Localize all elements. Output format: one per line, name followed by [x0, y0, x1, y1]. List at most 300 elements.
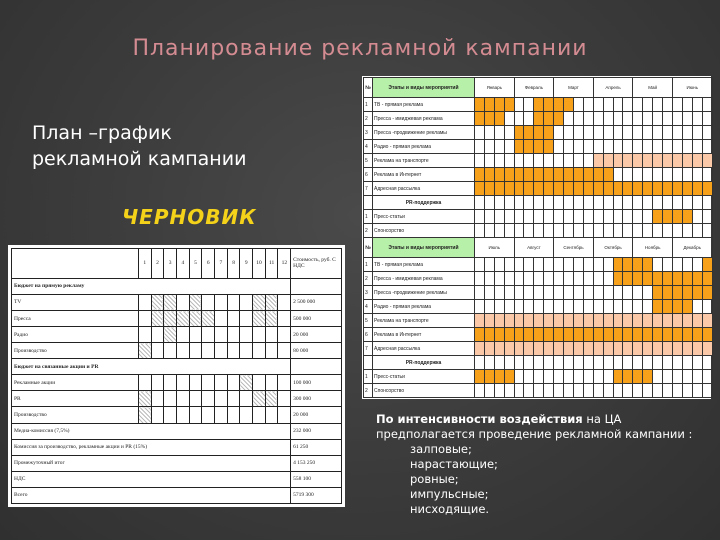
schedule-cell [573, 140, 583, 154]
budget-month-header: 12 [278, 249, 291, 279]
schedule-row-num [364, 196, 373, 210]
schedule-cell [692, 210, 702, 224]
schedule-cell [494, 210, 504, 224]
schedule-cell [603, 286, 613, 300]
schedule-row [364, 300, 713, 314]
schedule-cell [484, 342, 494, 356]
schedule-cell [475, 140, 485, 154]
budget-month-header: 7 [215, 249, 228, 279]
schedule-row-label: Спонсорство [373, 384, 475, 398]
budget-month-header: 9 [240, 249, 253, 279]
schedule-cell [475, 154, 485, 168]
schedule-row-label: Адресная рассылка [373, 342, 475, 356]
schedule-cell [702, 300, 712, 314]
schedule-cell [692, 140, 702, 154]
schedule-row-num: 1 [364, 98, 373, 112]
schedule-cell [514, 272, 524, 286]
schedule-cell [603, 182, 613, 196]
budget-month-cell [151, 391, 164, 407]
schedule-cell [633, 126, 643, 140]
schedule-cell [603, 224, 613, 238]
schedule-cell [573, 258, 583, 272]
budget-month-cell [215, 407, 228, 423]
schedule-cell [494, 258, 504, 272]
schedule-cell [692, 112, 702, 126]
schedule-cell [573, 210, 583, 224]
schedule-cell [475, 182, 485, 196]
schedule-cell [643, 286, 653, 300]
budget-month-cell [278, 343, 291, 359]
schedule-cell [564, 168, 574, 182]
schedule-cell [583, 140, 593, 154]
schedule-cell [484, 98, 494, 112]
schedule-cell [663, 112, 673, 126]
schedule-cell [593, 258, 603, 272]
schedule-cell [653, 384, 663, 398]
schedule-cell [633, 224, 643, 238]
schedule-cell [593, 384, 603, 398]
schedule-row-num: 1 [364, 370, 373, 384]
schedule-cell [653, 168, 663, 182]
schedule-cell [643, 224, 653, 238]
schedule-cell [544, 182, 554, 196]
schedule-cell [583, 300, 593, 314]
budget-month-cell [215, 375, 228, 391]
schedule-cell [702, 356, 712, 370]
budget-month-cell [278, 327, 291, 343]
budget-row [12, 375, 342, 391]
schedule-cell [663, 154, 673, 168]
schedule-cell [613, 168, 623, 182]
budget-month-cell [265, 407, 278, 423]
budget-month-cell [176, 375, 189, 391]
schedule-cell [494, 370, 504, 384]
budget-month-cell [164, 343, 177, 359]
schedule-cell [653, 370, 663, 384]
schedule-cell [573, 342, 583, 356]
schedule-cell [593, 356, 603, 370]
schedule-cell [554, 384, 564, 398]
schedule-row-num: 1 [364, 258, 373, 272]
schedule-cell [514, 210, 524, 224]
schedule-cell [475, 112, 485, 126]
schedule-cell [524, 314, 534, 328]
schedule-cell [633, 258, 643, 272]
note-text: на ЦА предполагается проведение рекламной кампании : [376, 412, 693, 441]
schedule-row [364, 168, 713, 182]
schedule-month-header: Октябрь [593, 238, 633, 258]
schedule-cell [583, 210, 593, 224]
schedule-row-label: Реклама в Интернет [373, 328, 475, 342]
schedule-cell [484, 328, 494, 342]
schedule-cell [583, 182, 593, 196]
schedule-cell [564, 300, 574, 314]
schedule-cell [702, 98, 712, 112]
budget-month-cell [240, 294, 253, 310]
schedule-cell [603, 342, 613, 356]
schedule-cell [544, 140, 554, 154]
schedule-table [362, 76, 711, 399]
schedule-cell [524, 98, 534, 112]
schedule-month-header: Декабрь [672, 238, 712, 258]
budget-month-cell [151, 311, 164, 327]
schedule-cell [484, 370, 494, 384]
schedule-cell [633, 314, 643, 328]
schedule-cell [534, 314, 544, 328]
schedule-cell [603, 384, 613, 398]
schedule-cell [702, 384, 712, 398]
schedule-cell [613, 286, 623, 300]
schedule-cell [663, 272, 673, 286]
schedule-cell [534, 342, 544, 356]
budget-item-label: Рекламные акции [12, 375, 139, 391]
budget-month-cell [164, 375, 177, 391]
budget-month-cell [176, 311, 189, 327]
schedule-cell [663, 370, 673, 384]
budget-cost-cell: 2 500 000 [291, 294, 342, 310]
note-item: импульсные; [410, 487, 489, 501]
budget-cost-cell: 80 000 [291, 343, 342, 359]
note-item: залповые; [410, 442, 472, 456]
schedule-month-header: Май [633, 78, 673, 98]
schedule-cell [672, 342, 682, 356]
schedule-cell [583, 168, 593, 182]
schedule-cell [583, 356, 593, 370]
schedule-cell [653, 356, 663, 370]
budget-item-label: ТV [12, 294, 139, 310]
schedule-cell [702, 370, 712, 384]
schedule-cell [623, 182, 633, 196]
schedule-cell [653, 224, 663, 238]
schedule-cell [583, 328, 593, 342]
schedule-cell [593, 210, 603, 224]
schedule-cell [544, 168, 554, 182]
schedule-cell [702, 342, 712, 356]
schedule-cell [494, 300, 504, 314]
budget-row [12, 359, 342, 375]
schedule-cell [544, 196, 554, 210]
schedule-cell [564, 126, 574, 140]
schedule-cell [573, 384, 583, 398]
schedule-cell [613, 342, 623, 356]
budget-cost-cell: 100 000 [291, 375, 342, 391]
schedule-cell [573, 300, 583, 314]
budget-month-cell [240, 311, 253, 327]
schedule-cell [534, 328, 544, 342]
schedule-cell [672, 224, 682, 238]
schedule-cell [534, 370, 544, 384]
schedule-cell [504, 272, 514, 286]
schedule-cell [633, 154, 643, 168]
schedule-row [364, 112, 713, 126]
budget-month-cell [253, 375, 266, 391]
budget-month-cell [202, 311, 215, 327]
schedule-row-num: 4 [364, 300, 373, 314]
schedule-header-row [364, 78, 713, 98]
schedule-cell [663, 328, 673, 342]
schedule-cell [663, 342, 673, 356]
schedule-cell [613, 210, 623, 224]
schedule-cell [534, 98, 544, 112]
schedule-cell [603, 356, 613, 370]
schedule-cell [633, 384, 643, 398]
schedule-cell [702, 182, 712, 196]
schedule-cell [534, 210, 544, 224]
schedule-cell [643, 98, 653, 112]
budget-cost-cell: 300 000 [291, 391, 342, 407]
schedule-cell [564, 224, 574, 238]
schedule-cell [603, 154, 613, 168]
schedule-cell [564, 182, 574, 196]
schedule-cell [692, 370, 702, 384]
schedule-row [364, 126, 713, 140]
schedule-cell [544, 370, 554, 384]
schedule-cell [672, 258, 682, 272]
schedule-month-header: Февраль [514, 78, 554, 98]
schedule-cell [484, 154, 494, 168]
schedule-cell [682, 182, 692, 196]
schedule-cell [633, 112, 643, 126]
budget-row [12, 278, 342, 294]
budget-month-cell [202, 375, 215, 391]
budget-month-cell [138, 327, 151, 343]
budget-row [12, 391, 342, 407]
budget-month-cell [176, 294, 189, 310]
schedule-cell [692, 154, 702, 168]
schedule-cell [583, 154, 593, 168]
budget-month-cell [227, 327, 240, 343]
budget-cost-header: Стоимость, руб. С НДС [291, 249, 342, 279]
schedule-cell [672, 314, 682, 328]
schedule-cell [583, 314, 593, 328]
budget-month-cell [164, 311, 177, 327]
schedule-cell [653, 272, 663, 286]
schedule-cell [564, 112, 574, 126]
budget-month-cell [164, 391, 177, 407]
schedule-cell [672, 112, 682, 126]
schedule-cell [475, 342, 485, 356]
budget-item-label: Радио [12, 327, 139, 343]
note-item: нарастающие; [410, 457, 498, 471]
schedule-cell [554, 300, 564, 314]
budget-cost-cell [291, 359, 342, 375]
schedule-cell [613, 314, 623, 328]
schedule-cell [633, 140, 643, 154]
budget-month-cell [227, 391, 240, 407]
schedule-cell [682, 154, 692, 168]
schedule-cell [663, 196, 673, 210]
budget-month-cell [227, 407, 240, 423]
schedule-cell [573, 126, 583, 140]
schedule-cell [494, 112, 504, 126]
schedule-cell [475, 286, 485, 300]
budget-row [12, 487, 342, 503]
schedule-cell [603, 328, 613, 342]
budget-month-cell [151, 375, 164, 391]
schedule-cell [544, 328, 554, 342]
note-list [376, 442, 696, 517]
note-item: ровные; [410, 472, 459, 486]
schedule-row-label: Реклама на транспорте [373, 314, 475, 328]
budget-month-cell [202, 294, 215, 310]
schedule-cell [692, 314, 702, 328]
schedule-cell [514, 168, 524, 182]
schedule-cell [613, 196, 623, 210]
schedule-cell [643, 300, 653, 314]
schedule-cell [692, 126, 702, 140]
schedule-cell [524, 300, 534, 314]
schedule-cell [643, 258, 653, 272]
schedule-cell [475, 300, 485, 314]
schedule-cell [692, 224, 702, 238]
schedule-cell [623, 384, 633, 398]
schedule-cell [564, 210, 574, 224]
schedule-cell [554, 286, 564, 300]
schedule-cell [603, 314, 613, 328]
schedule-cell [672, 140, 682, 154]
schedule-cell [643, 112, 653, 126]
schedule-cell [564, 272, 574, 286]
schedule-cell [524, 272, 534, 286]
budget-month-cell [253, 343, 266, 359]
schedule-cell [623, 196, 633, 210]
schedule-cell [573, 154, 583, 168]
budget-item-label: PR [12, 391, 139, 407]
schedule-cell [504, 342, 514, 356]
budget-month-header: 1 [138, 249, 151, 279]
budget-month-cell [215, 294, 228, 310]
budget-month-cell [278, 294, 291, 310]
note-bold: По интенсивности воздействия [376, 412, 583, 426]
schedule-cell [564, 154, 574, 168]
budget-month-header: 10 [253, 249, 266, 279]
schedule-cell [554, 196, 564, 210]
schedule-cell [593, 286, 603, 300]
schedule-cell [672, 300, 682, 314]
schedule-cell [643, 384, 653, 398]
schedule-cell [504, 210, 514, 224]
schedule-cell [583, 272, 593, 286]
schedule-cell [643, 328, 653, 342]
budget-month-cell [253, 311, 266, 327]
budget-row [12, 407, 342, 423]
schedule-cell [484, 356, 494, 370]
schedule-cell [672, 328, 682, 342]
schedule-cell [663, 258, 673, 272]
schedule-row [364, 384, 713, 398]
schedule-cell [623, 356, 633, 370]
schedule-cell [682, 272, 692, 286]
schedule-cell [663, 356, 673, 370]
schedule-cell [524, 384, 534, 398]
schedule-cell [613, 182, 623, 196]
schedule-cell [504, 98, 514, 112]
schedule-cell [702, 168, 712, 182]
budget-item-label: Пресса [12, 311, 139, 327]
schedule-cell [475, 328, 485, 342]
budget-month-cell [227, 311, 240, 327]
schedule-row [364, 314, 713, 328]
schedule-cell [504, 370, 514, 384]
schedule-cell [623, 154, 633, 168]
schedule-cell [534, 126, 544, 140]
schedule-cell [692, 328, 702, 342]
schedule-cell [702, 112, 712, 126]
schedule-cell [633, 328, 643, 342]
budget-month-cell [215, 391, 228, 407]
schedule-cell [514, 154, 524, 168]
schedule-cell [643, 168, 653, 182]
schedule-cell [692, 168, 702, 182]
schedule-cell [524, 182, 534, 196]
budget-month-cell [265, 343, 278, 359]
schedule-cell [504, 286, 514, 300]
schedule-cell [544, 286, 554, 300]
schedule-cell [682, 98, 692, 112]
schedule-cell [494, 98, 504, 112]
schedule-cell [653, 140, 663, 154]
draft-label: ЧЕРНОВИК [122, 205, 257, 229]
schedule-row-label: Пресса - имиджевая реклама [373, 272, 475, 286]
budget-row [12, 439, 342, 455]
schedule-cell [534, 272, 544, 286]
budget-month-cell [176, 391, 189, 407]
schedule-cell [663, 224, 673, 238]
schedule-cell [603, 140, 613, 154]
schedule-cell [663, 98, 673, 112]
schedule-cell [682, 370, 692, 384]
schedule-row-label: Пресса -продвижение рекламы [373, 126, 475, 140]
budget-month-cell [189, 407, 202, 423]
schedule-cell [564, 314, 574, 328]
schedule-cell [534, 196, 544, 210]
budget-month-cell [278, 391, 291, 407]
schedule-cell [554, 314, 564, 328]
budget-month-cell [265, 375, 278, 391]
budget-month-cell [138, 375, 151, 391]
schedule-cell [643, 126, 653, 140]
schedule-cell [682, 126, 692, 140]
budget-month-cell [215, 311, 228, 327]
schedule-cell [593, 314, 603, 328]
budget-total-label: Медиа-комиссия (7,5%) [12, 423, 291, 439]
schedule-cell [494, 182, 504, 196]
schedule-cell [524, 356, 534, 370]
schedule-cell [564, 328, 574, 342]
schedule-cell [613, 370, 623, 384]
schedule-cell [623, 224, 633, 238]
schedule-cell [534, 300, 544, 314]
schedule-cell [603, 126, 613, 140]
schedule-cell [484, 126, 494, 140]
budget-cost-cell: 5719 300 [291, 487, 342, 503]
schedule-row-num [364, 356, 373, 370]
schedule-cell [534, 168, 544, 182]
budget-month-cell [189, 391, 202, 407]
budget-month-cell [253, 327, 266, 343]
schedule-cell [623, 328, 633, 342]
budget-row [12, 455, 342, 471]
schedule-cell [494, 384, 504, 398]
schedule-cell [653, 314, 663, 328]
schedule-cell [534, 286, 544, 300]
schedule-cell [702, 286, 712, 300]
budget-total-label: НДС [12, 471, 291, 487]
budget-section-label: Бюджет на связанные акции и PR [12, 359, 291, 375]
schedule-cell [554, 224, 564, 238]
schedule-cell [514, 258, 524, 272]
schedule-cell [682, 258, 692, 272]
